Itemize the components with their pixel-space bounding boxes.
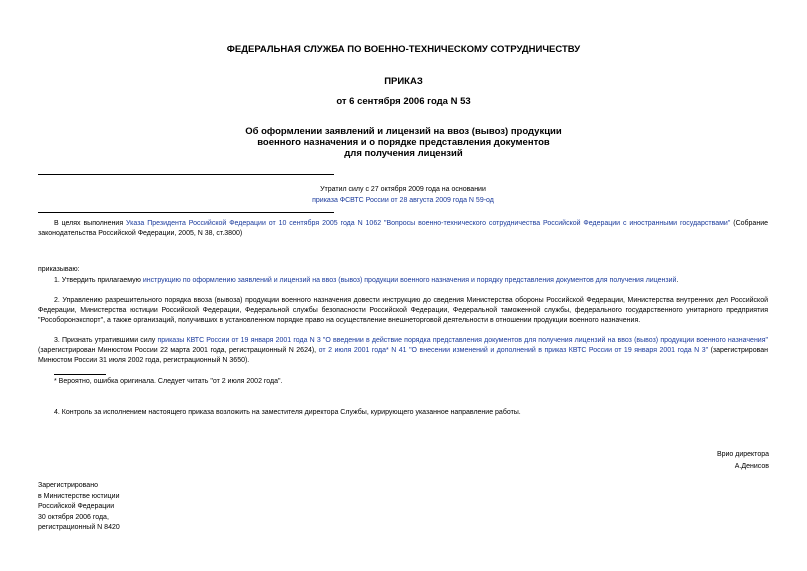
preamble-paragraph: [38, 219, 768, 239]
doc-title-line: для получения лицензий: [344, 148, 463, 159]
signer-position: Врио директора: [716, 451, 769, 458]
registration-line: регистрационный N 8420: [38, 524, 120, 531]
signer-name: А.Денисов: [734, 463, 769, 470]
footnote-divider: [54, 374, 106, 375]
item-3: [38, 336, 768, 366]
status-note: [230, 184, 576, 206]
registration-line: в Министерстве юстиции: [38, 492, 120, 500]
item-3-prefix: 3. Признать утратившими силу: [54, 337, 158, 344]
divider-top: [38, 174, 334, 175]
doc-title: [0, 126, 807, 159]
signature-block: [717, 449, 769, 473]
preamble-prefix: В целях выполнения: [54, 220, 127, 227]
footnote: * Вероятно, ошибка оригинала. Следует читать "от 2 июля 2002 года".: [54, 378, 283, 385]
doc-type-heading: ПРИКАЗ: [384, 76, 423, 87]
order-3-link[interactable]: приказы КВТС России от 19 января 2001 года N 3 "О введении в действие порядка представления документов для получения лицензий на ввоз (вывоз) продукции военного назначения": [157, 337, 768, 344]
orders-word: приказываю:: [38, 266, 80, 273]
order-41-link[interactable]: от 2 июля 2001 года* N 41 "О внесении изменений и дополнений в приказ КВТС России от 19 января 2001 года N 3": [318, 347, 709, 354]
doc-title-line: Об оформлении заявлений и лицензий на ввоз (вывоз) продукции: [245, 126, 562, 137]
item-1-suffix: .: [676, 277, 679, 284]
registration-line: Российской Федерации: [38, 503, 115, 510]
item-2: 2. Управлению разрешительного порядка ввоза (вывоза) продукции военного назначения довести инструкцию до сведения Министерства обороны Российской Федерации, Министерства внутренних дел Российской Федерации, Министерства юстиции Российской Федерации, Федеральной службы безопасности Российской Федерации, Федеральной таможенной службы, федерального государственного унитарного предприятия "Рособоронэкспорт", а также организаций, получивших в установленном порядке право на осуществление внешнеторговой деятельности в отношении продукции военного назначения.: [38, 297, 768, 324]
registration-line: Зарегистрировано: [38, 482, 98, 489]
preamble-suffix: (Собрание законодательства Российской Федерации, 2005, N 38, ст.3800): [38, 220, 768, 237]
doc-title-line: военного назначения и о порядке представления документов: [257, 137, 550, 148]
status-line: Утратил силу с 27 октября 2009 года на основании: [320, 186, 486, 193]
item-1-prefix: 1. Утвердить прилагаемую: [54, 277, 143, 284]
registration-line: 30 октября 2006 года,: [38, 513, 109, 521]
item-1: [38, 276, 768, 286]
decree-link[interactable]: Указа Президента Российской Федерации от 10 сентября 2005 года N 1062 "Вопросы военно-технического сотрудничества Российской Федерации с иностранными государствами": [126, 220, 731, 227]
status-link[interactable]: приказа ФСВТС России от 28 августа 2009 года N 59-од: [312, 197, 494, 204]
instruction-link[interactable]: инструкцию по оформлению заявлений и лицензий на ввоз (вывоз) продукции военного назначения и порядку представления документов для получения лицензий: [142, 277, 677, 284]
registration-block: [38, 481, 120, 534]
divider-bottom: [38, 212, 334, 213]
doc-date-number: от 6 сентября 2006 года N 53: [336, 96, 471, 107]
item-3-middle: (зарегистрирован Минюстом России 22 марта 2001 года, регистрационный N 2624),: [38, 347, 319, 354]
item-4: 4. Контроль за исполнением настоящего приказа возложить на заместителя директора Службы, курирующего указанное направление работы.: [54, 409, 521, 416]
agency-heading: ФЕДЕРАЛЬНАЯ СЛУЖБА ПО ВОЕННО-ТЕХНИЧЕСКОМУ СОТРУДНИЧЕСТВУ: [226, 44, 581, 55]
item-3-suffix: (зарегистрирован Минюстом России 31 июля 2002 года, регистрационный N 3650).: [38, 347, 768, 364]
